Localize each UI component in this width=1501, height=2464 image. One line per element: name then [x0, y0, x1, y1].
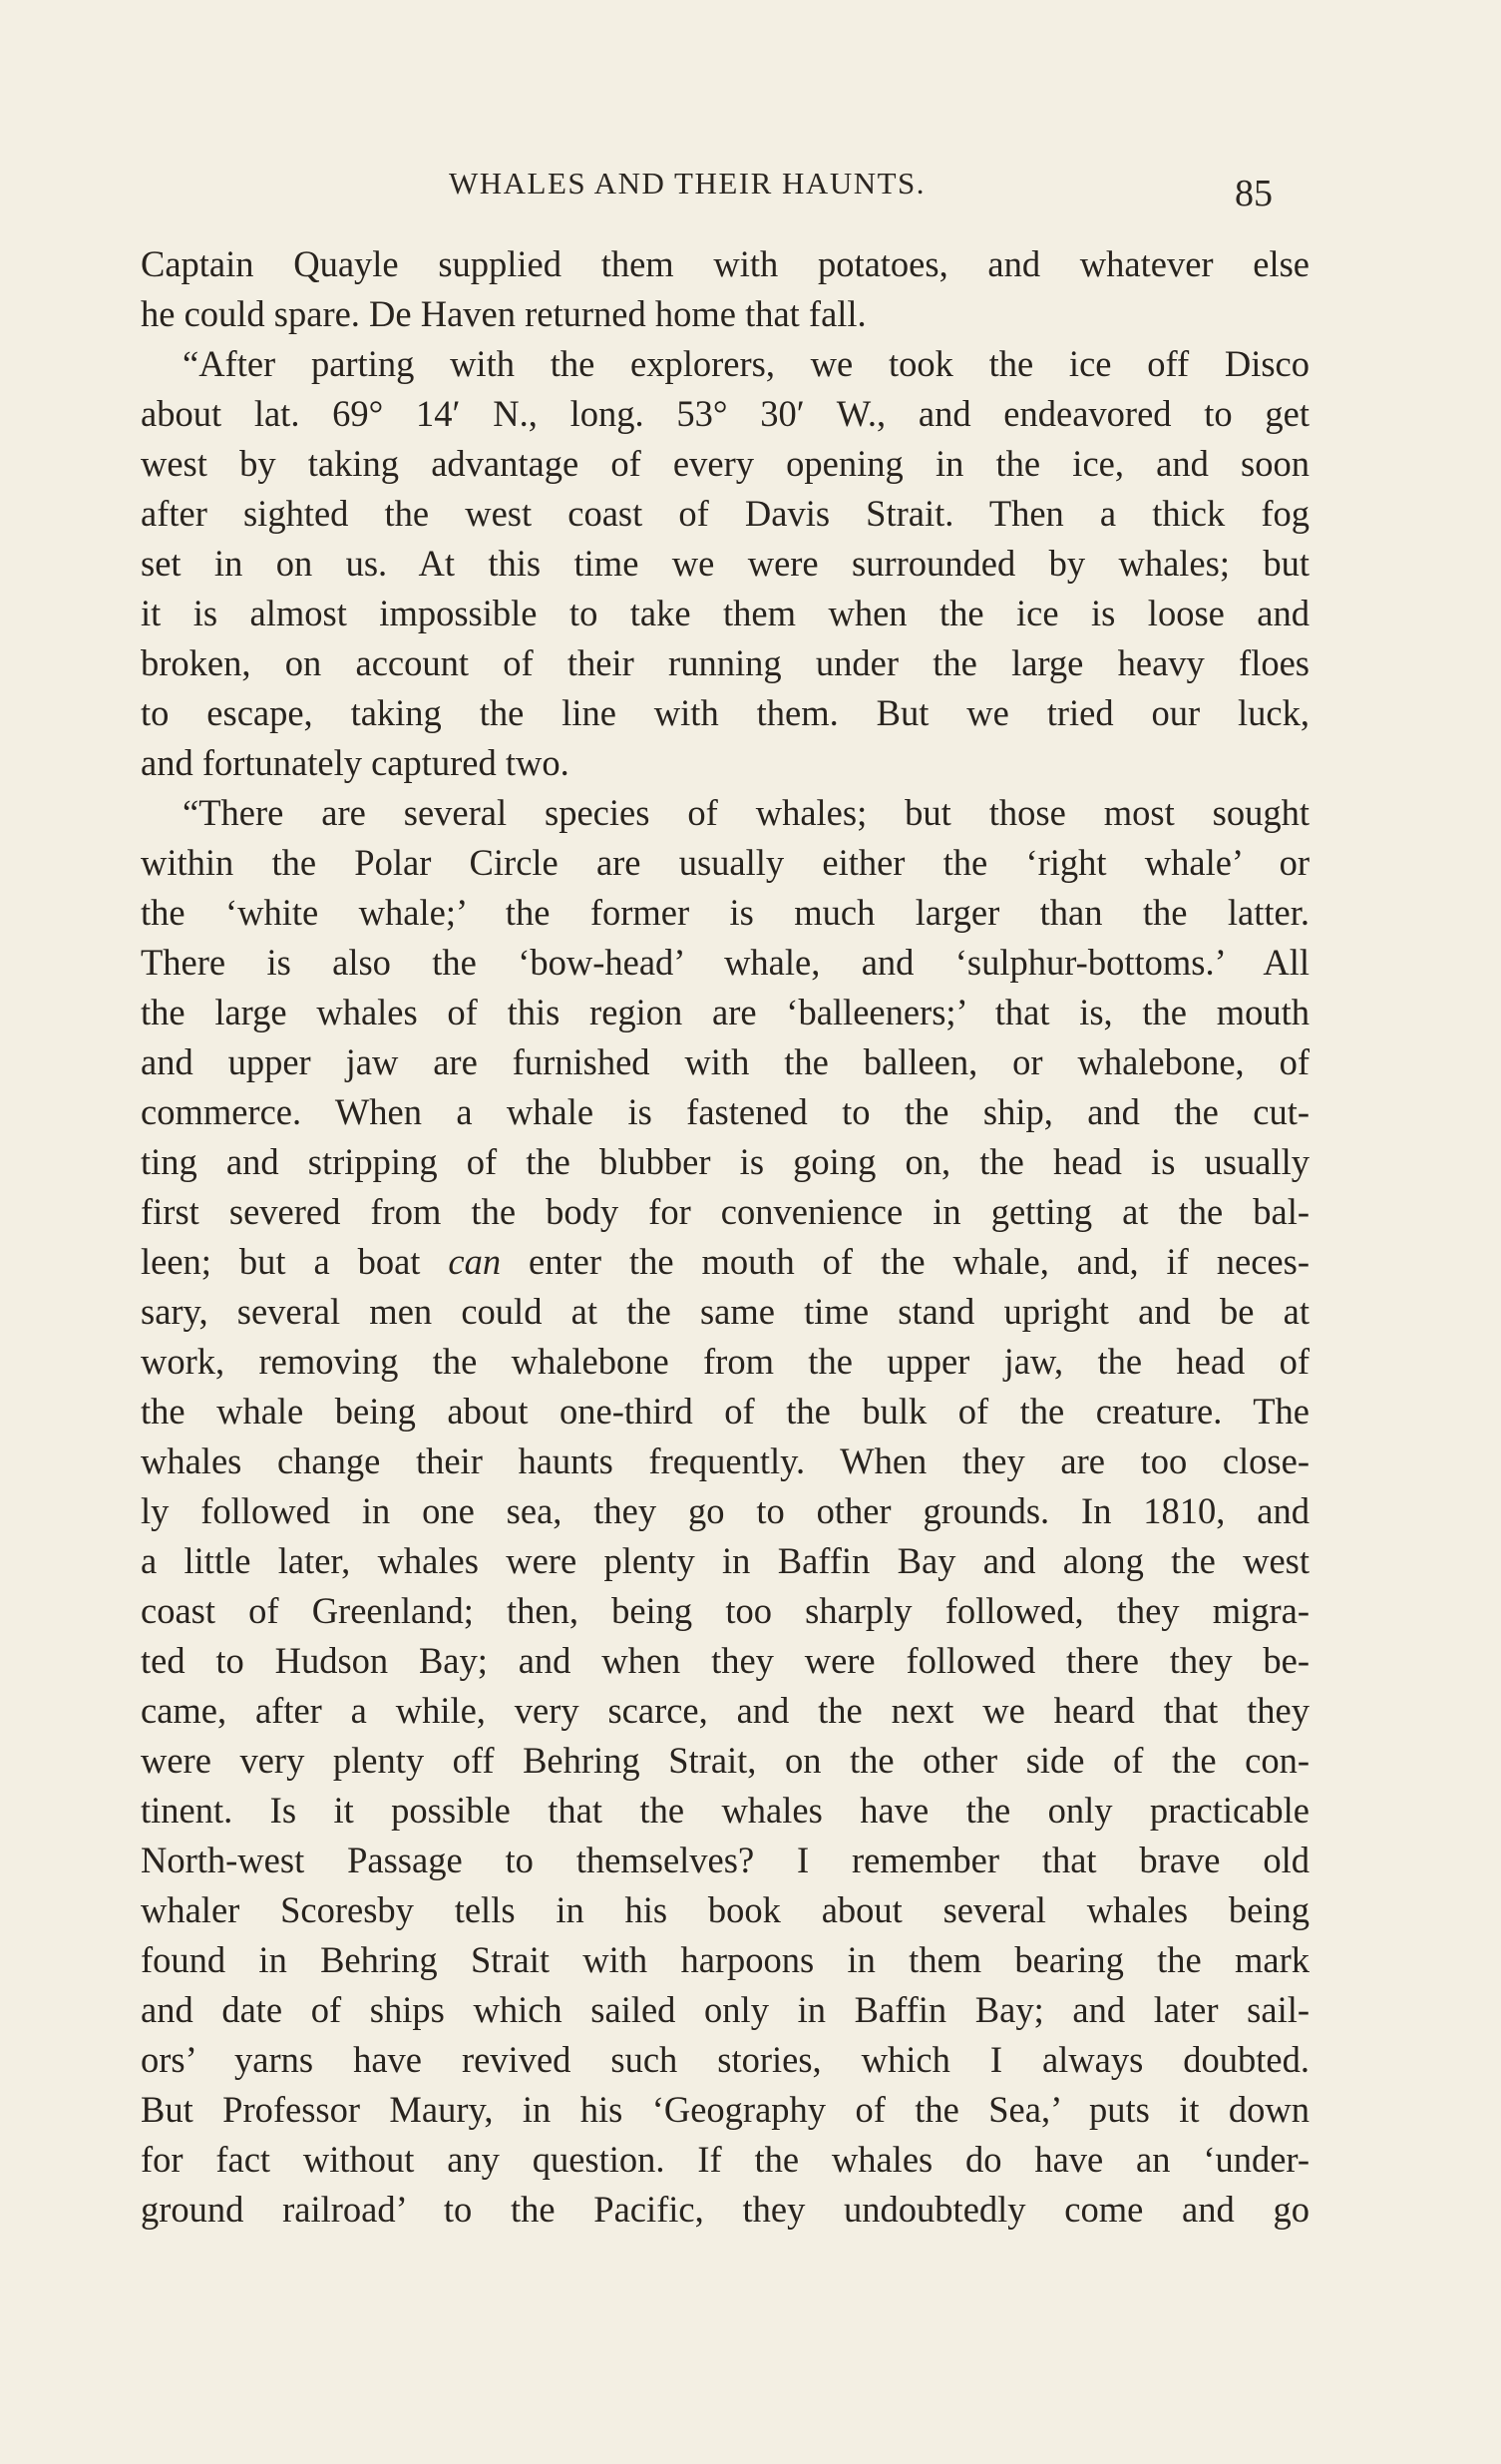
text-line: a little later, whales were plenty in Baffin Bay and along the west — [141, 1540, 1310, 1581]
text-line: for fact without any question. If the whales do have an ‘under- — [141, 2139, 1310, 2180]
text-line: ting and stripping of the blubber is going on, the head is usually — [141, 1141, 1310, 1182]
text-line: and fortunately captured two. — [141, 742, 569, 783]
text-line: North-west Passage to themselves? I remember that brave old — [141, 1840, 1310, 1880]
text-line: “After parting with the explorers, we took the ice off Disco — [183, 343, 1310, 384]
text-line: the whale being about one-third of the bulk of the creature. The — [141, 1391, 1310, 1432]
text-line: work, removing the whalebone from the upper jaw, the head of — [141, 1341, 1310, 1382]
text-segment: leen; but a boat — [141, 1241, 449, 1282]
text-line: came, after a while, very scarce, and the next we heard that they — [141, 1690, 1310, 1731]
body-text — [141, 239, 1310, 2235]
text-line: within the Polar Circle are usually either the ‘right whale’ or — [141, 842, 1310, 883]
text-line: There is also the ‘bow-head’ whale, and ‘sulphur-bottoms.’ All — [141, 942, 1310, 983]
text-line: the ‘white whale;’ the former is much larger than the latter. — [141, 892, 1310, 933]
text-line: ground railroad’ to the Pacific, they undoubtedly come and go — [141, 2189, 1310, 2230]
text-line: whales change their haunts frequently. When they are too close- — [141, 1440, 1310, 1481]
text-line: broken, on account of their running under the large heavy floes — [141, 642, 1310, 683]
text-line: set in on us. At this time we were surrounded by whales; but — [141, 543, 1310, 584]
text-line: coast of Greenland; then, being too sharply followed, they migra- — [141, 1590, 1310, 1631]
text-segment: enter the mouth of the whale, and, if neces- — [501, 1241, 1310, 1282]
running-head: WHALES AND THEIR HAUNTS. — [449, 166, 927, 201]
text-line: about lat. 69° 14′ N., long. 53° 30′ W., and endeavored to get — [141, 393, 1310, 434]
text-line: first severed from the body for convenience in getting at the bal- — [141, 1191, 1310, 1232]
text-line: he could spare. De Haven returned home that fall. — [141, 293, 867, 334]
text-line: sary, several men could at the same time stand upright and be at — [141, 1291, 1310, 1332]
text-line: the large whales of this region are ‘balleeners;’ that is, the mouth — [141, 992, 1310, 1032]
text-line: found in Behring Strait with harpoons in them bearing the mark — [141, 1939, 1310, 1980]
page-number: 85 — [1235, 173, 1273, 214]
text-line: ted to Hudson Bay; and when they were followed there they be- — [141, 1640, 1310, 1681]
text-line: But Professor Maury, in his ‘Geography of the Sea,’ puts it down — [141, 2089, 1310, 2130]
text-line: and upper jaw are furnished with the balleen, or whalebone, of — [141, 1041, 1310, 1082]
text-line: ors’ yarns have revived such stories, which I always doubted. — [141, 2039, 1310, 2080]
text-line: west by taking advantage of every opening in the ice, and soon — [141, 443, 1310, 484]
text-line: whaler Scoresby tells in his book about several whales being — [141, 1889, 1310, 1930]
text-line: to escape, taking the line with them. But we tried our luck, — [141, 692, 1310, 733]
text-line: were very plenty off Behring Strait, on the other side of the con- — [141, 1740, 1310, 1781]
text-line: commerce. When a whale is fastened to the ship, and the cut- — [141, 1091, 1310, 1132]
text-line: ly followed in one sea, they go to other grounds. In 1810, and — [141, 1490, 1310, 1531]
text-line: and date of ships which sailed only in Baffin Bay; and later sail- — [141, 1989, 1310, 2030]
text-line: “There are several species of whales; but those most sought — [183, 792, 1310, 833]
text-line: after sighted the west coast of Davis Strait. Then a thick fog — [141, 493, 1310, 534]
text-line: it is almost impossible to take them when the ice is loose and — [141, 593, 1310, 633]
text-line-with-italic — [141, 1237, 1310, 1287]
text-line: Captain Quayle supplied them with potatoes, and whatever else — [141, 243, 1310, 284]
text-line: tinent. Is it possible that the whales have the only practicable — [141, 1790, 1310, 1831]
italic-word: can — [448, 1241, 502, 1282]
